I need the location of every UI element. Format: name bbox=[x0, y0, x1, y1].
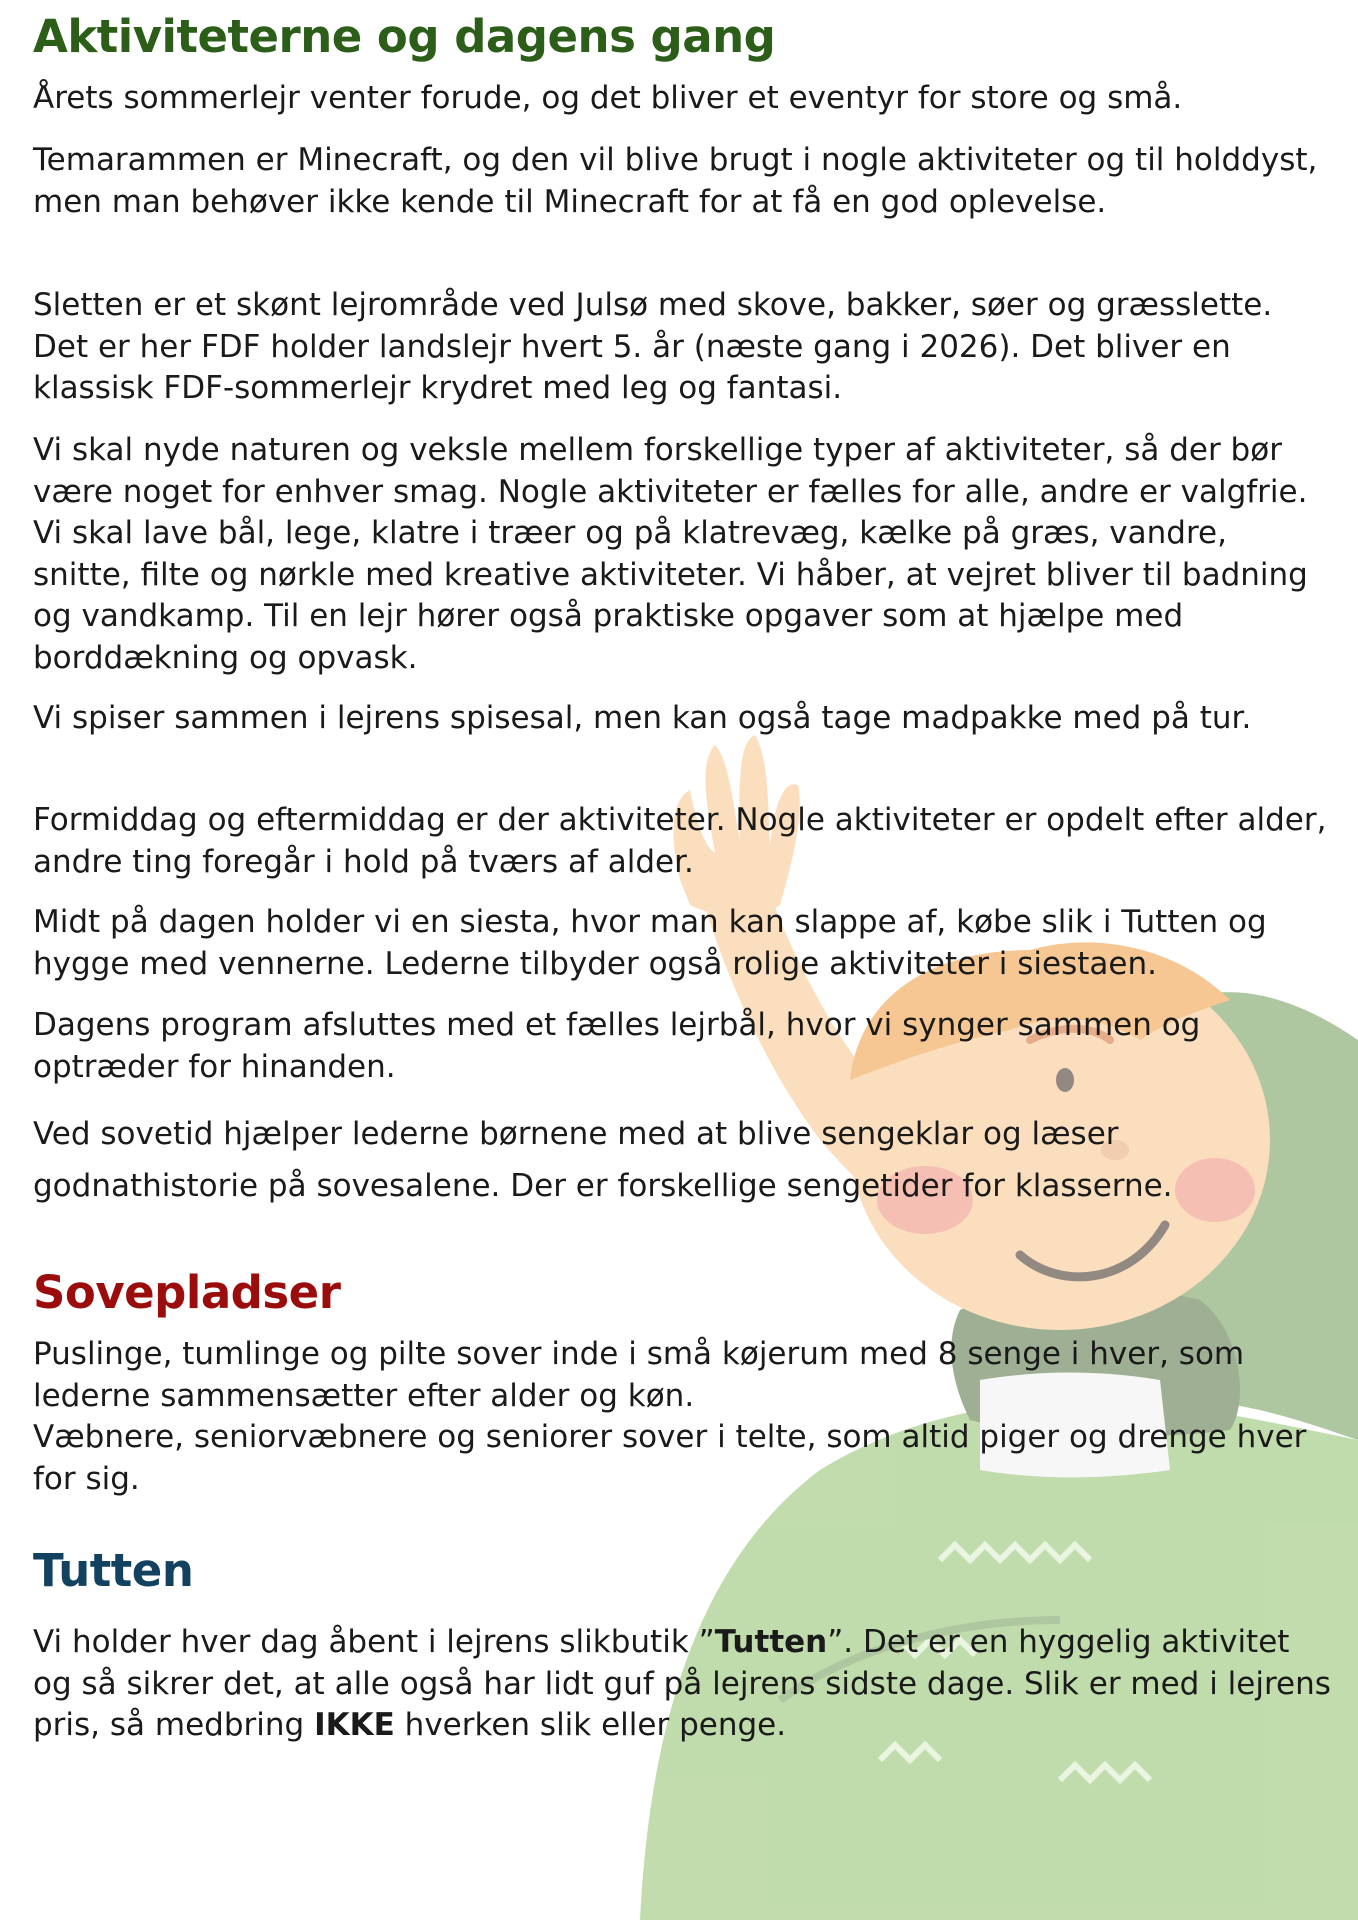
paragraph-intro: Årets sommerlejr venter forude, og det bliver et eventyr for store og små. bbox=[33, 80, 1183, 116]
paragraph-location: Sletten er et skønt lejrområde ved Julsø med skove, bakker, søer og græsslette. Det er her FDF holder landslejr hvert 5. år (næste gang i 2026). Det bliver en klassisk FDF-sommerlejr krydret med leg og fantasi. bbox=[33, 287, 1273, 406]
sleeping-text-tents: Væbnere, seniorvæbnere og seniorer sover i telte, som altid piger og drenge hver for sig. bbox=[33, 1419, 1307, 1497]
paragraph-siesta: Midt på dagen holder vi en siesta, hvor man kan slappe af, købe slik i Tutten og hygge med vennerne. Lederne tilbyder også rolige aktiviteter i siestaen. bbox=[33, 904, 1267, 982]
sleeping-text-indoor: Puslinge, tumlinge og pilte sover inde i små køjerum med 8 senge i hver, som lederne sammensætter efter alder og køn. bbox=[33, 1336, 1245, 1414]
section-heading-sleeping: Sovepladser bbox=[33, 1266, 341, 1319]
tutten-text-end: hverken slik eller penge. bbox=[394, 1707, 787, 1743]
tutten-name-bold: Tutten bbox=[714, 1624, 828, 1660]
section-heading-tutten: Tutten bbox=[33, 1544, 194, 1597]
paragraph-tutten bbox=[33, 1622, 1333, 1747]
not-emphasis-bold: IKKE bbox=[314, 1707, 395, 1743]
paragraph-daytime: Formiddag og eftermiddag er der aktiviteter. Nogle aktiviteter er opdelt efter alder, andre ting foregår i hold på tværs af alder. bbox=[33, 802, 1327, 880]
tutten-text-middle: ”. Det er en hyggelig aktivitet og så sikrer det, at alle også har lidt guf på lejrens sidste dage. Slik er med i lejrens pris, så medbring bbox=[33, 1624, 1331, 1743]
paragraph-activities: Vi skal nyde naturen og veksle mellem forskellige typer af aktiviteter, så der bør være noget for enhver smag. Nogle aktiviteter er fælles for alle, andre er valgfrie. Vi skal lave bål, lege, klatre i træer og på klatrevæg, kælke på græs, vandre, snitte, filte og nørkle med kreative aktiviteter. Vi håber, at vejret bliver til badning og vandkamp. Til en lejr hører også praktiske opgaver som at hjælpe med borddækning og opvask. bbox=[33, 432, 1308, 676]
paragraph-theme: Temarammen er Minecraft, og den vil blive brugt i nogle aktiviteter og til holddyst, men man behøver ikke kende til Minecraft for at få en god oplevelse. bbox=[33, 142, 1318, 220]
paragraph-sleeping bbox=[33, 1334, 1333, 1500]
paragraph-meals: Vi spiser sammen i lejrens spisesal, men kan også tage madpakke med på tur. bbox=[33, 700, 1252, 736]
tutten-text-start: Vi holder hver dag åbent i lejrens slikbutik ” bbox=[33, 1624, 715, 1660]
paragraph-bedtime: Ved sovetid hjælper lederne børnene med at blive sengeklar og læser godnathistorie på sovesalene. Der er forskellige sengetider for klasserne. bbox=[33, 1116, 1173, 1204]
paragraph-campfire: Dagens program afsluttes med et fælles lejrbål, hvor vi synger sammen og optræder for hinanden. bbox=[33, 1007, 1201, 1085]
section-heading-activities: Aktiviteterne og dagens gang bbox=[33, 10, 776, 63]
